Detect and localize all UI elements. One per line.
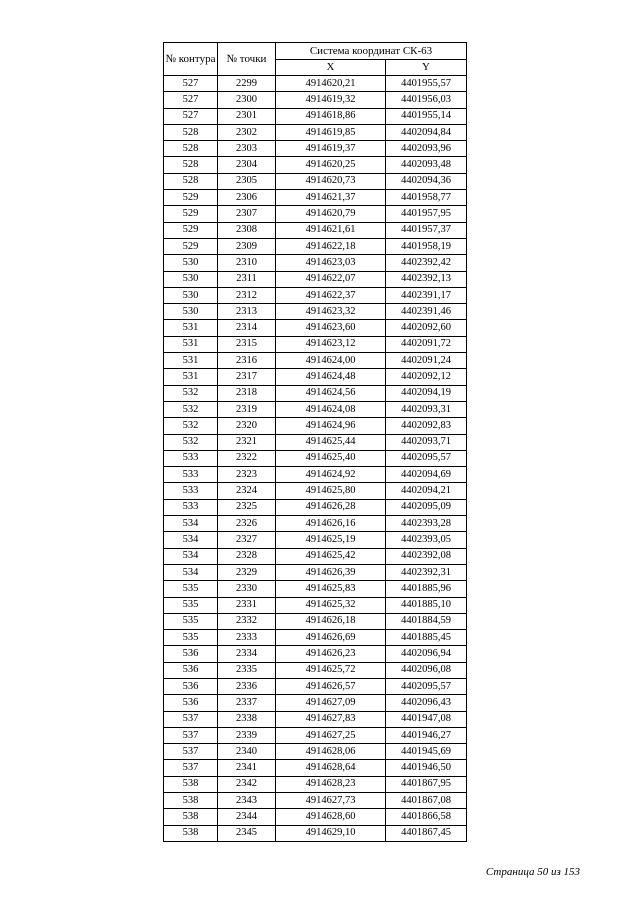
cell-x: 4914626,57 xyxy=(276,678,386,694)
table-row xyxy=(164,760,467,776)
cell-x: 4914628,23 xyxy=(276,776,386,792)
cell-contour: 537 xyxy=(164,727,218,743)
cell-point: 2322 xyxy=(218,450,276,466)
table-header xyxy=(164,43,467,76)
cell-x: 4914625,19 xyxy=(276,532,386,548)
cell-point: 2306 xyxy=(218,190,276,206)
cell-point: 2330 xyxy=(218,581,276,597)
cell-point: 2321 xyxy=(218,434,276,450)
table-row xyxy=(164,336,467,352)
table-row xyxy=(164,711,467,727)
cell-x: 4914621,37 xyxy=(276,190,386,206)
cell-contour: 530 xyxy=(164,255,218,271)
cell-x: 4914628,60 xyxy=(276,809,386,825)
cell-contour: 528 xyxy=(164,124,218,140)
cell-y: 4402093,96 xyxy=(386,141,467,157)
cell-y: 4402096,43 xyxy=(386,695,467,711)
table-row xyxy=(164,320,467,336)
cell-y: 4401946,27 xyxy=(386,727,467,743)
cell-contour: 531 xyxy=(164,336,218,352)
cell-x: 4914620,25 xyxy=(276,157,386,173)
cell-contour: 532 xyxy=(164,434,218,450)
cell-point: 2317 xyxy=(218,369,276,385)
cell-contour: 537 xyxy=(164,744,218,760)
table-row xyxy=(164,564,467,580)
cell-contour: 535 xyxy=(164,597,218,613)
cell-point: 2319 xyxy=(218,401,276,417)
cell-contour: 534 xyxy=(164,564,218,580)
cell-point: 2303 xyxy=(218,141,276,157)
header-x: X xyxy=(276,59,386,76)
cell-y: 4401947,08 xyxy=(386,711,467,727)
cell-point: 2301 xyxy=(218,108,276,124)
cell-point: 2315 xyxy=(218,336,276,352)
cell-y: 4402093,31 xyxy=(386,401,467,417)
cell-contour: 533 xyxy=(164,499,218,515)
cell-contour: 538 xyxy=(164,776,218,792)
header-coordinate-system: Система координат СК-63 xyxy=(276,43,467,60)
cell-x: 4914622,07 xyxy=(276,271,386,287)
table-row xyxy=(164,108,467,124)
table-row xyxy=(164,727,467,743)
table-row xyxy=(164,516,467,532)
cell-contour: 528 xyxy=(164,141,218,157)
cell-point: 2332 xyxy=(218,613,276,629)
cell-y: 4402392,42 xyxy=(386,255,467,271)
cell-x: 4914624,08 xyxy=(276,401,386,417)
cell-contour: 536 xyxy=(164,646,218,662)
cell-y: 4401955,57 xyxy=(386,76,467,92)
cell-contour: 527 xyxy=(164,76,218,92)
cell-x: 4914629,10 xyxy=(276,825,386,841)
cell-x: 4914627,25 xyxy=(276,727,386,743)
table-row xyxy=(164,304,467,320)
cell-x: 4914624,48 xyxy=(276,369,386,385)
cell-y: 4401957,37 xyxy=(386,222,467,238)
cell-contour: 527 xyxy=(164,108,218,124)
cell-contour: 530 xyxy=(164,287,218,303)
cell-x: 4914618,86 xyxy=(276,108,386,124)
cell-y: 4402094,69 xyxy=(386,467,467,483)
cell-x: 4914625,72 xyxy=(276,662,386,678)
cell-y: 4402392,13 xyxy=(386,271,467,287)
cell-x: 4914625,80 xyxy=(276,483,386,499)
cell-point: 2311 xyxy=(218,271,276,287)
cell-point: 2312 xyxy=(218,287,276,303)
cell-y: 4401867,95 xyxy=(386,776,467,792)
table-row xyxy=(164,613,467,629)
cell-contour: 538 xyxy=(164,825,218,841)
cell-point: 2344 xyxy=(218,809,276,825)
table-row xyxy=(164,141,467,157)
table-row xyxy=(164,418,467,434)
table-row xyxy=(164,499,467,515)
cell-y: 4401946,50 xyxy=(386,760,467,776)
cell-point: 2323 xyxy=(218,467,276,483)
cell-y: 4402391,46 xyxy=(386,304,467,320)
cell-point: 2304 xyxy=(218,157,276,173)
cell-contour: 538 xyxy=(164,809,218,825)
cell-point: 2299 xyxy=(218,76,276,92)
cell-point: 2313 xyxy=(218,304,276,320)
cell-y: 4402391,17 xyxy=(386,287,467,303)
cell-x: 4914624,56 xyxy=(276,385,386,401)
table-row xyxy=(164,630,467,646)
cell-y: 4402091,24 xyxy=(386,353,467,369)
cell-point: 2327 xyxy=(218,532,276,548)
cell-y: 4402093,48 xyxy=(386,157,467,173)
cell-x: 4914626,16 xyxy=(276,516,386,532)
cell-point: 2335 xyxy=(218,662,276,678)
cell-y: 4401884,59 xyxy=(386,613,467,629)
cell-contour: 537 xyxy=(164,760,218,776)
table-row xyxy=(164,776,467,792)
cell-contour: 528 xyxy=(164,157,218,173)
table-row xyxy=(164,76,467,92)
table-row xyxy=(164,825,467,841)
cell-y: 4402093,71 xyxy=(386,434,467,450)
cell-y: 4401885,96 xyxy=(386,581,467,597)
header-contour: № контура xyxy=(164,43,218,76)
cell-y: 4401885,45 xyxy=(386,630,467,646)
cell-x: 4914621,61 xyxy=(276,222,386,238)
cell-point: 2308 xyxy=(218,222,276,238)
table-row xyxy=(164,157,467,173)
cell-contour: 533 xyxy=(164,450,218,466)
cell-y: 4401958,19 xyxy=(386,238,467,254)
cell-x: 4914628,64 xyxy=(276,760,386,776)
cell-point: 2325 xyxy=(218,499,276,515)
cell-y: 4402092,12 xyxy=(386,369,467,385)
cell-point: 2339 xyxy=(218,727,276,743)
cell-point: 2333 xyxy=(218,630,276,646)
table-row xyxy=(164,450,467,466)
cell-point: 2307 xyxy=(218,206,276,222)
table-row xyxy=(164,271,467,287)
cell-point: 2345 xyxy=(218,825,276,841)
cell-point: 2329 xyxy=(218,564,276,580)
table-row xyxy=(164,385,467,401)
cell-y: 4401955,14 xyxy=(386,108,467,124)
cell-point: 2343 xyxy=(218,793,276,809)
cell-contour: 529 xyxy=(164,206,218,222)
cell-point: 2320 xyxy=(218,418,276,434)
cell-contour: 536 xyxy=(164,695,218,711)
table-row xyxy=(164,287,467,303)
cell-contour: 529 xyxy=(164,222,218,238)
cell-point: 2300 xyxy=(218,92,276,108)
cell-point: 2302 xyxy=(218,124,276,140)
cell-point: 2318 xyxy=(218,385,276,401)
table-row xyxy=(164,255,467,271)
cell-contour: 529 xyxy=(164,190,218,206)
table-row xyxy=(164,597,467,613)
cell-x: 4914625,42 xyxy=(276,548,386,564)
cell-x: 4914623,12 xyxy=(276,336,386,352)
table-row xyxy=(164,124,467,140)
cell-y: 4402096,94 xyxy=(386,646,467,662)
cell-x: 4914628,06 xyxy=(276,744,386,760)
cell-contour: 534 xyxy=(164,516,218,532)
cell-contour: 532 xyxy=(164,401,218,417)
cell-y: 4402393,28 xyxy=(386,516,467,532)
cell-y: 4402092,83 xyxy=(386,418,467,434)
cell-x: 4914619,32 xyxy=(276,92,386,108)
cell-point: 2334 xyxy=(218,646,276,662)
cell-contour: 530 xyxy=(164,271,218,287)
cell-y: 4402393,05 xyxy=(386,532,467,548)
table-row xyxy=(164,353,467,369)
cell-x: 4914625,40 xyxy=(276,450,386,466)
cell-x: 4914627,83 xyxy=(276,711,386,727)
cell-contour: 532 xyxy=(164,385,218,401)
cell-contour: 532 xyxy=(164,418,218,434)
cell-contour: 534 xyxy=(164,548,218,564)
cell-point: 2305 xyxy=(218,173,276,189)
cell-y: 4402091,72 xyxy=(386,336,467,352)
cell-x: 4914625,83 xyxy=(276,581,386,597)
cell-x: 4914626,28 xyxy=(276,499,386,515)
table-row xyxy=(164,190,467,206)
cell-y: 4402094,19 xyxy=(386,385,467,401)
cell-point: 2309 xyxy=(218,238,276,254)
cell-y: 4402095,57 xyxy=(386,678,467,694)
cell-x: 4914627,09 xyxy=(276,695,386,711)
cell-contour: 530 xyxy=(164,304,218,320)
coordinates-table xyxy=(163,42,467,842)
cell-y: 4402096,08 xyxy=(386,662,467,678)
table-row xyxy=(164,238,467,254)
cell-x: 4914623,03 xyxy=(276,255,386,271)
cell-y: 4402095,09 xyxy=(386,499,467,515)
cell-y: 4401945,69 xyxy=(386,744,467,760)
table-row xyxy=(164,483,467,499)
table-row xyxy=(164,532,467,548)
table-row xyxy=(164,434,467,450)
cell-y: 4402094,84 xyxy=(386,124,467,140)
cell-point: 2326 xyxy=(218,516,276,532)
cell-point: 2324 xyxy=(218,483,276,499)
cell-x: 4914627,73 xyxy=(276,793,386,809)
table-row xyxy=(164,92,467,108)
cell-x: 4914625,44 xyxy=(276,434,386,450)
cell-y: 4401958,77 xyxy=(386,190,467,206)
cell-y: 4401867,08 xyxy=(386,793,467,809)
cell-point: 2340 xyxy=(218,744,276,760)
page-number: Страница 50 из 153 xyxy=(485,866,580,878)
table-row xyxy=(164,809,467,825)
cell-contour: 537 xyxy=(164,711,218,727)
cell-x: 4914619,37 xyxy=(276,141,386,157)
cell-x: 4914623,60 xyxy=(276,320,386,336)
table-row xyxy=(164,548,467,564)
cell-y: 4401885,10 xyxy=(386,597,467,613)
cell-point: 2331 xyxy=(218,597,276,613)
cell-x: 4914625,32 xyxy=(276,597,386,613)
cell-contour: 538 xyxy=(164,793,218,809)
header-point: № точки xyxy=(218,43,276,76)
cell-contour: 529 xyxy=(164,238,218,254)
cell-y: 4401867,45 xyxy=(386,825,467,841)
cell-contour: 534 xyxy=(164,532,218,548)
cell-x: 4914624,92 xyxy=(276,467,386,483)
cell-x: 4914626,23 xyxy=(276,646,386,662)
cell-x: 4914624,96 xyxy=(276,418,386,434)
table-row xyxy=(164,662,467,678)
cell-x: 4914622,18 xyxy=(276,238,386,254)
cell-x: 4914622,37 xyxy=(276,287,386,303)
cell-y: 4402095,57 xyxy=(386,450,467,466)
cell-contour: 527 xyxy=(164,92,218,108)
table-row xyxy=(164,206,467,222)
cell-contour: 531 xyxy=(164,320,218,336)
cell-point: 2328 xyxy=(218,548,276,564)
cell-x: 4914620,21 xyxy=(276,76,386,92)
cell-y: 4402092,60 xyxy=(386,320,467,336)
table-row xyxy=(164,173,467,189)
cell-y: 4401866,58 xyxy=(386,809,467,825)
cell-point: 2338 xyxy=(218,711,276,727)
cell-point: 2337 xyxy=(218,695,276,711)
table-row xyxy=(164,695,467,711)
cell-point: 2314 xyxy=(218,320,276,336)
table-row xyxy=(164,581,467,597)
table-row xyxy=(164,369,467,385)
cell-x: 4914624,00 xyxy=(276,353,386,369)
table-row xyxy=(164,646,467,662)
cell-contour: 535 xyxy=(164,630,218,646)
cell-y: 4402094,36 xyxy=(386,173,467,189)
cell-point: 2341 xyxy=(218,760,276,776)
cell-contour: 533 xyxy=(164,483,218,499)
cell-y: 4402392,08 xyxy=(386,548,467,564)
table-row xyxy=(164,467,467,483)
table-row xyxy=(164,793,467,809)
cell-x: 4914620,73 xyxy=(276,173,386,189)
table-row xyxy=(164,678,467,694)
cell-y: 4401956,03 xyxy=(386,92,467,108)
cell-y: 4401957,95 xyxy=(386,206,467,222)
cell-contour: 531 xyxy=(164,353,218,369)
cell-x: 4914620,79 xyxy=(276,206,386,222)
table-row xyxy=(164,744,467,760)
cell-contour: 535 xyxy=(164,613,218,629)
cell-y: 4402094,21 xyxy=(386,483,467,499)
cell-point: 2310 xyxy=(218,255,276,271)
cell-contour: 536 xyxy=(164,662,218,678)
table-row xyxy=(164,401,467,417)
cell-contour: 533 xyxy=(164,467,218,483)
cell-contour: 531 xyxy=(164,369,218,385)
cell-point: 2316 xyxy=(218,353,276,369)
cell-x: 4914623,32 xyxy=(276,304,386,320)
table-body xyxy=(164,76,467,842)
cell-x: 4914619,85 xyxy=(276,124,386,140)
cell-y: 4402392,31 xyxy=(386,564,467,580)
cell-x: 4914626,18 xyxy=(276,613,386,629)
cell-contour: 528 xyxy=(164,173,218,189)
cell-x: 4914626,69 xyxy=(276,630,386,646)
cell-x: 4914626,39 xyxy=(276,564,386,580)
cell-contour: 536 xyxy=(164,678,218,694)
cell-contour: 535 xyxy=(164,581,218,597)
table-row xyxy=(164,222,467,238)
header-y: Y xyxy=(386,59,467,76)
cell-point: 2336 xyxy=(218,678,276,694)
cell-point: 2342 xyxy=(218,776,276,792)
